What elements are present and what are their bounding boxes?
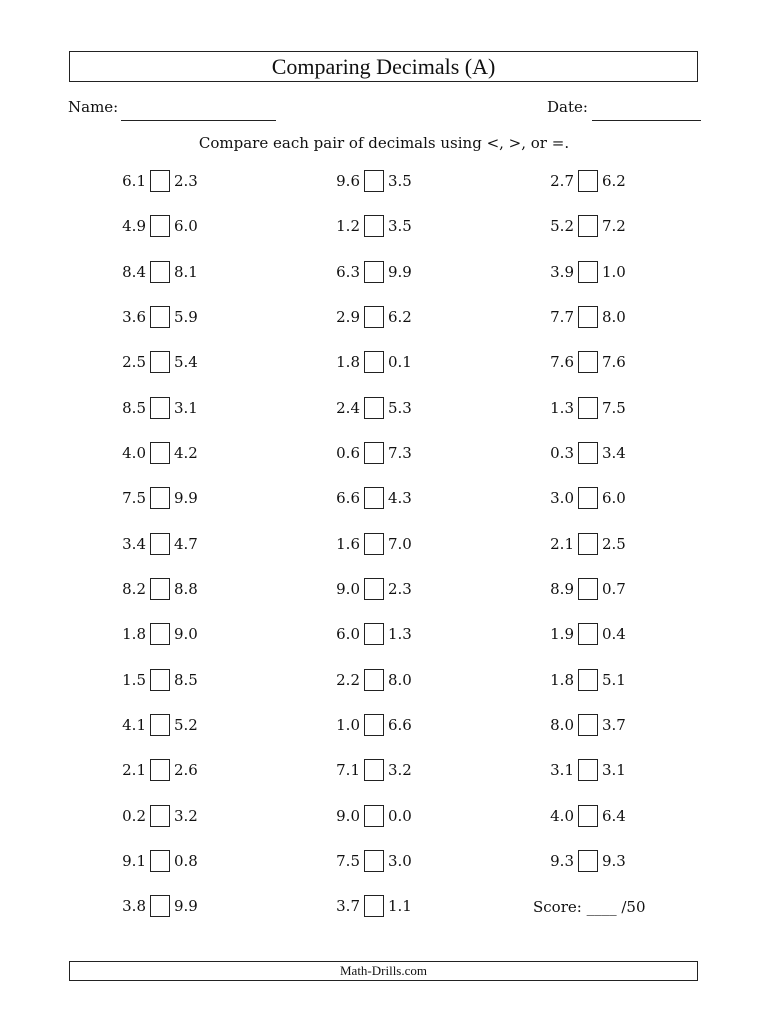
score-label: Score: ____ /50	[533, 898, 646, 916]
right-number: 9.0	[174, 625, 198, 644]
comparison-problem	[330, 893, 418, 919]
right-number: 5.1	[602, 670, 626, 689]
answer-box[interactable]	[364, 533, 384, 555]
comparison-problem	[544, 440, 632, 466]
comparison-problem	[330, 304, 418, 330]
left-number: 3.6	[122, 307, 146, 326]
answer-box[interactable]	[364, 623, 384, 645]
answer-box[interactable]	[578, 170, 598, 192]
comparison-problem	[544, 259, 632, 285]
comparison-problem	[116, 621, 204, 647]
answer-box[interactable]	[578, 215, 598, 237]
left-number: 3.4	[122, 534, 146, 553]
comparison-problem	[330, 395, 418, 421]
comparison-problem	[116, 803, 204, 829]
right-number: 9.3	[602, 851, 626, 870]
comparison-problem	[544, 485, 632, 511]
right-number: 5.4	[174, 353, 198, 372]
right-number: 2.3	[388, 579, 412, 598]
left-number: 1.8	[336, 353, 360, 372]
comparison-problem	[544, 304, 632, 330]
left-number: 0.6	[336, 443, 360, 462]
left-number: 1.2	[336, 217, 360, 236]
comparison-problem	[116, 757, 204, 783]
left-number: 8.5	[122, 398, 146, 417]
left-number: 6.3	[336, 262, 360, 281]
answer-box[interactable]	[150, 170, 170, 192]
answer-box[interactable]	[150, 533, 170, 555]
footer: Math-Drills.com	[69, 961, 698, 981]
right-number: 2.5	[602, 534, 626, 553]
left-number: 9.1	[122, 851, 146, 870]
right-number: 1.1	[388, 897, 412, 916]
answer-box[interactable]	[578, 442, 598, 464]
comparison-problem	[116, 168, 204, 194]
right-number: 8.1	[174, 262, 198, 281]
answer-box[interactable]	[578, 850, 598, 872]
comparison-problem	[116, 531, 204, 557]
right-number: 6.6	[388, 715, 412, 734]
right-number: 6.0	[602, 489, 626, 508]
comparison-problem	[544, 757, 632, 783]
left-number: 9.0	[336, 806, 360, 825]
answer-box[interactable]	[364, 578, 384, 600]
left-number: 6.6	[336, 489, 360, 508]
left-number: 4.1	[122, 715, 146, 734]
left-number: 4.9	[122, 217, 146, 236]
left-number: 8.2	[122, 579, 146, 598]
right-number: 8.0	[602, 307, 626, 326]
answer-box[interactable]	[364, 261, 384, 283]
left-number: 1.5	[122, 670, 146, 689]
answer-box[interactable]	[364, 306, 384, 328]
answer-box[interactable]	[364, 714, 384, 736]
answer-box[interactable]	[150, 623, 170, 645]
right-number: 7.6	[602, 353, 626, 372]
right-number: 4.7	[174, 534, 198, 553]
comparison-problem	[116, 440, 204, 466]
right-number: 0.4	[602, 625, 626, 644]
answer-box[interactable]	[578, 261, 598, 283]
right-number: 1.3	[388, 625, 412, 644]
left-number: 3.7	[336, 897, 360, 916]
answer-box[interactable]	[364, 850, 384, 872]
comparison-problem	[116, 395, 204, 421]
left-number: 2.9	[336, 307, 360, 326]
right-number: 6.0	[174, 217, 198, 236]
answer-box[interactable]	[150, 487, 170, 509]
answer-box[interactable]	[150, 215, 170, 237]
left-number: 7.1	[336, 761, 360, 780]
right-number: 0.1	[388, 353, 412, 372]
comparison-problem	[544, 349, 632, 375]
comparison-problem	[330, 848, 418, 874]
answer-box[interactable]	[578, 397, 598, 419]
right-number: 5.3	[388, 398, 412, 417]
comparison-problem	[330, 485, 418, 511]
right-number: 7.0	[388, 534, 412, 553]
left-number: 2.7	[550, 172, 574, 190]
right-number: 2.3	[174, 172, 198, 190]
comparison-problem	[544, 621, 632, 647]
right-number: 8.5	[174, 670, 198, 689]
right-number: 7.2	[602, 217, 626, 236]
comparison-problem	[330, 440, 418, 466]
comparison-problem	[544, 712, 632, 738]
name-label: Name:	[68, 98, 119, 116]
left-number: 1.8	[550, 670, 574, 689]
comparison-problem	[116, 349, 204, 375]
answer-box[interactable]	[364, 442, 384, 464]
comparison-problem	[116, 576, 204, 602]
answer-box[interactable]	[578, 351, 598, 373]
comparison-problem	[544, 848, 632, 874]
answer-box[interactable]	[578, 714, 598, 736]
comparison-problem	[330, 213, 418, 239]
answer-box[interactable]	[150, 805, 170, 827]
comparison-problem	[330, 757, 418, 783]
answer-box[interactable]	[150, 306, 170, 328]
right-number: 3.1	[602, 761, 626, 780]
left-number: 1.6	[336, 534, 360, 553]
left-number: 2.5	[122, 353, 146, 372]
answer-box[interactable]	[578, 578, 598, 600]
instructions: Compare each pair of decimals using <, >, or =.	[198, 134, 570, 152]
answer-box[interactable]	[364, 215, 384, 237]
left-number: 2.2	[336, 670, 360, 689]
right-number: 3.0	[388, 851, 412, 870]
answer-box[interactable]	[150, 261, 170, 283]
left-number: 3.1	[550, 761, 574, 780]
right-number: 8.8	[174, 579, 198, 598]
right-number: 7.5	[602, 398, 626, 417]
answer-box[interactable]	[364, 397, 384, 419]
left-number: 3.9	[550, 262, 574, 281]
right-number: 6.2	[388, 307, 412, 326]
left-number: 4.0	[122, 443, 146, 462]
comparison-problem	[116, 213, 204, 239]
right-number: 3.1	[174, 398, 198, 417]
date-line	[592, 120, 701, 121]
right-number: 2.6	[174, 761, 198, 780]
left-number: 1.9	[550, 625, 574, 644]
right-number: 3.2	[174, 806, 198, 825]
comparison-problem	[544, 531, 632, 557]
right-number: 3.2	[388, 761, 412, 780]
comparison-problem	[330, 667, 418, 693]
right-number: 9.9	[388, 262, 412, 281]
comparison-problem	[330, 259, 418, 285]
right-number: 3.4	[602, 443, 626, 462]
left-number: 7.7	[550, 307, 574, 326]
left-number: 7.5	[336, 851, 360, 870]
answer-box[interactable]	[364, 805, 384, 827]
left-number: 3.8	[122, 897, 146, 916]
answer-box[interactable]	[578, 759, 598, 781]
right-number: 5.9	[174, 307, 198, 326]
answer-box[interactable]	[150, 759, 170, 781]
answer-box[interactable]	[150, 669, 170, 691]
right-number: 7.3	[388, 443, 412, 462]
answer-box[interactable]	[150, 397, 170, 419]
left-number: 4.0	[550, 806, 574, 825]
right-number: 6.4	[602, 806, 626, 825]
right-number: 9.9	[174, 897, 198, 916]
comparison-problem	[116, 893, 204, 919]
answer-box[interactable]	[150, 351, 170, 373]
comparison-problem	[544, 576, 632, 602]
comparison-problem	[544, 667, 632, 693]
comparison-problem	[544, 168, 632, 194]
comparison-problem	[330, 803, 418, 829]
comparison-problem	[116, 304, 204, 330]
left-number: 8.4	[122, 262, 146, 281]
answer-box[interactable]	[578, 487, 598, 509]
answer-box[interactable]	[364, 895, 384, 917]
comparison-problem	[330, 349, 418, 375]
answer-box[interactable]	[150, 578, 170, 600]
answer-box[interactable]	[364, 487, 384, 509]
answer-box[interactable]	[364, 759, 384, 781]
left-number: 2.1	[122, 761, 146, 780]
right-number: 5.2	[174, 715, 198, 734]
comparison-problem	[116, 485, 204, 511]
right-number: 9.9	[174, 489, 198, 508]
answer-box[interactable]	[578, 306, 598, 328]
answer-box[interactable]	[578, 533, 598, 555]
answer-box[interactable]	[150, 895, 170, 917]
left-number: 9.0	[336, 579, 360, 598]
left-number: 1.0	[336, 715, 360, 734]
left-number: 5.2	[550, 217, 574, 236]
right-number: 4.2	[174, 443, 198, 462]
answer-box[interactable]	[364, 351, 384, 373]
left-number: 6.0	[336, 625, 360, 644]
comparison-problem	[116, 848, 204, 874]
left-number: 1.3	[550, 398, 574, 417]
comparison-problem	[330, 531, 418, 557]
answer-box[interactable]	[364, 669, 384, 691]
right-number: 0.8	[174, 851, 198, 870]
left-number: 2.1	[550, 534, 574, 553]
comparison-problem	[330, 576, 418, 602]
comparison-problem	[330, 168, 418, 194]
right-number: 3.5	[388, 172, 412, 190]
left-number: 3.0	[550, 489, 574, 508]
answer-box[interactable]	[578, 805, 598, 827]
left-number: 0.2	[122, 806, 146, 825]
answer-box[interactable]	[150, 714, 170, 736]
answer-box[interactable]	[578, 669, 598, 691]
comparison-problem	[544, 395, 632, 421]
left-number: 6.1	[122, 172, 146, 190]
left-number: 1.8	[122, 625, 146, 644]
comparison-problem	[116, 667, 204, 693]
right-number: 0.0	[388, 806, 412, 825]
left-number: 8.9	[550, 579, 574, 598]
left-number: 0.3	[550, 443, 574, 462]
right-number: 4.3	[388, 489, 412, 508]
answer-box[interactable]	[150, 850, 170, 872]
comparison-problem	[330, 712, 418, 738]
left-number: 9.3	[550, 851, 574, 870]
right-number: 3.5	[388, 217, 412, 236]
left-number: 2.4	[336, 398, 360, 417]
left-number: 8.0	[550, 715, 574, 734]
comparison-problem	[330, 621, 418, 647]
comparison-problem	[116, 259, 204, 285]
comparison-problem	[116, 712, 204, 738]
right-number: 1.0	[602, 262, 626, 281]
right-number: 0.7	[602, 579, 626, 598]
comparison-problem	[544, 803, 632, 829]
left-number: 7.5	[122, 489, 146, 508]
name-line	[121, 120, 276, 121]
right-number: 8.0	[388, 670, 412, 689]
answer-box[interactable]	[150, 442, 170, 464]
right-number: 6.2	[602, 172, 626, 190]
left-number: 7.6	[550, 353, 574, 372]
answer-box[interactable]	[578, 623, 598, 645]
worksheet-title: Comparing Decimals (A)	[69, 51, 698, 82]
comparison-problem	[544, 213, 632, 239]
right-number: 3.7	[602, 715, 626, 734]
left-number: 9.6	[336, 172, 360, 190]
answer-box[interactable]	[364, 170, 384, 192]
date-label: Date:	[547, 98, 588, 116]
